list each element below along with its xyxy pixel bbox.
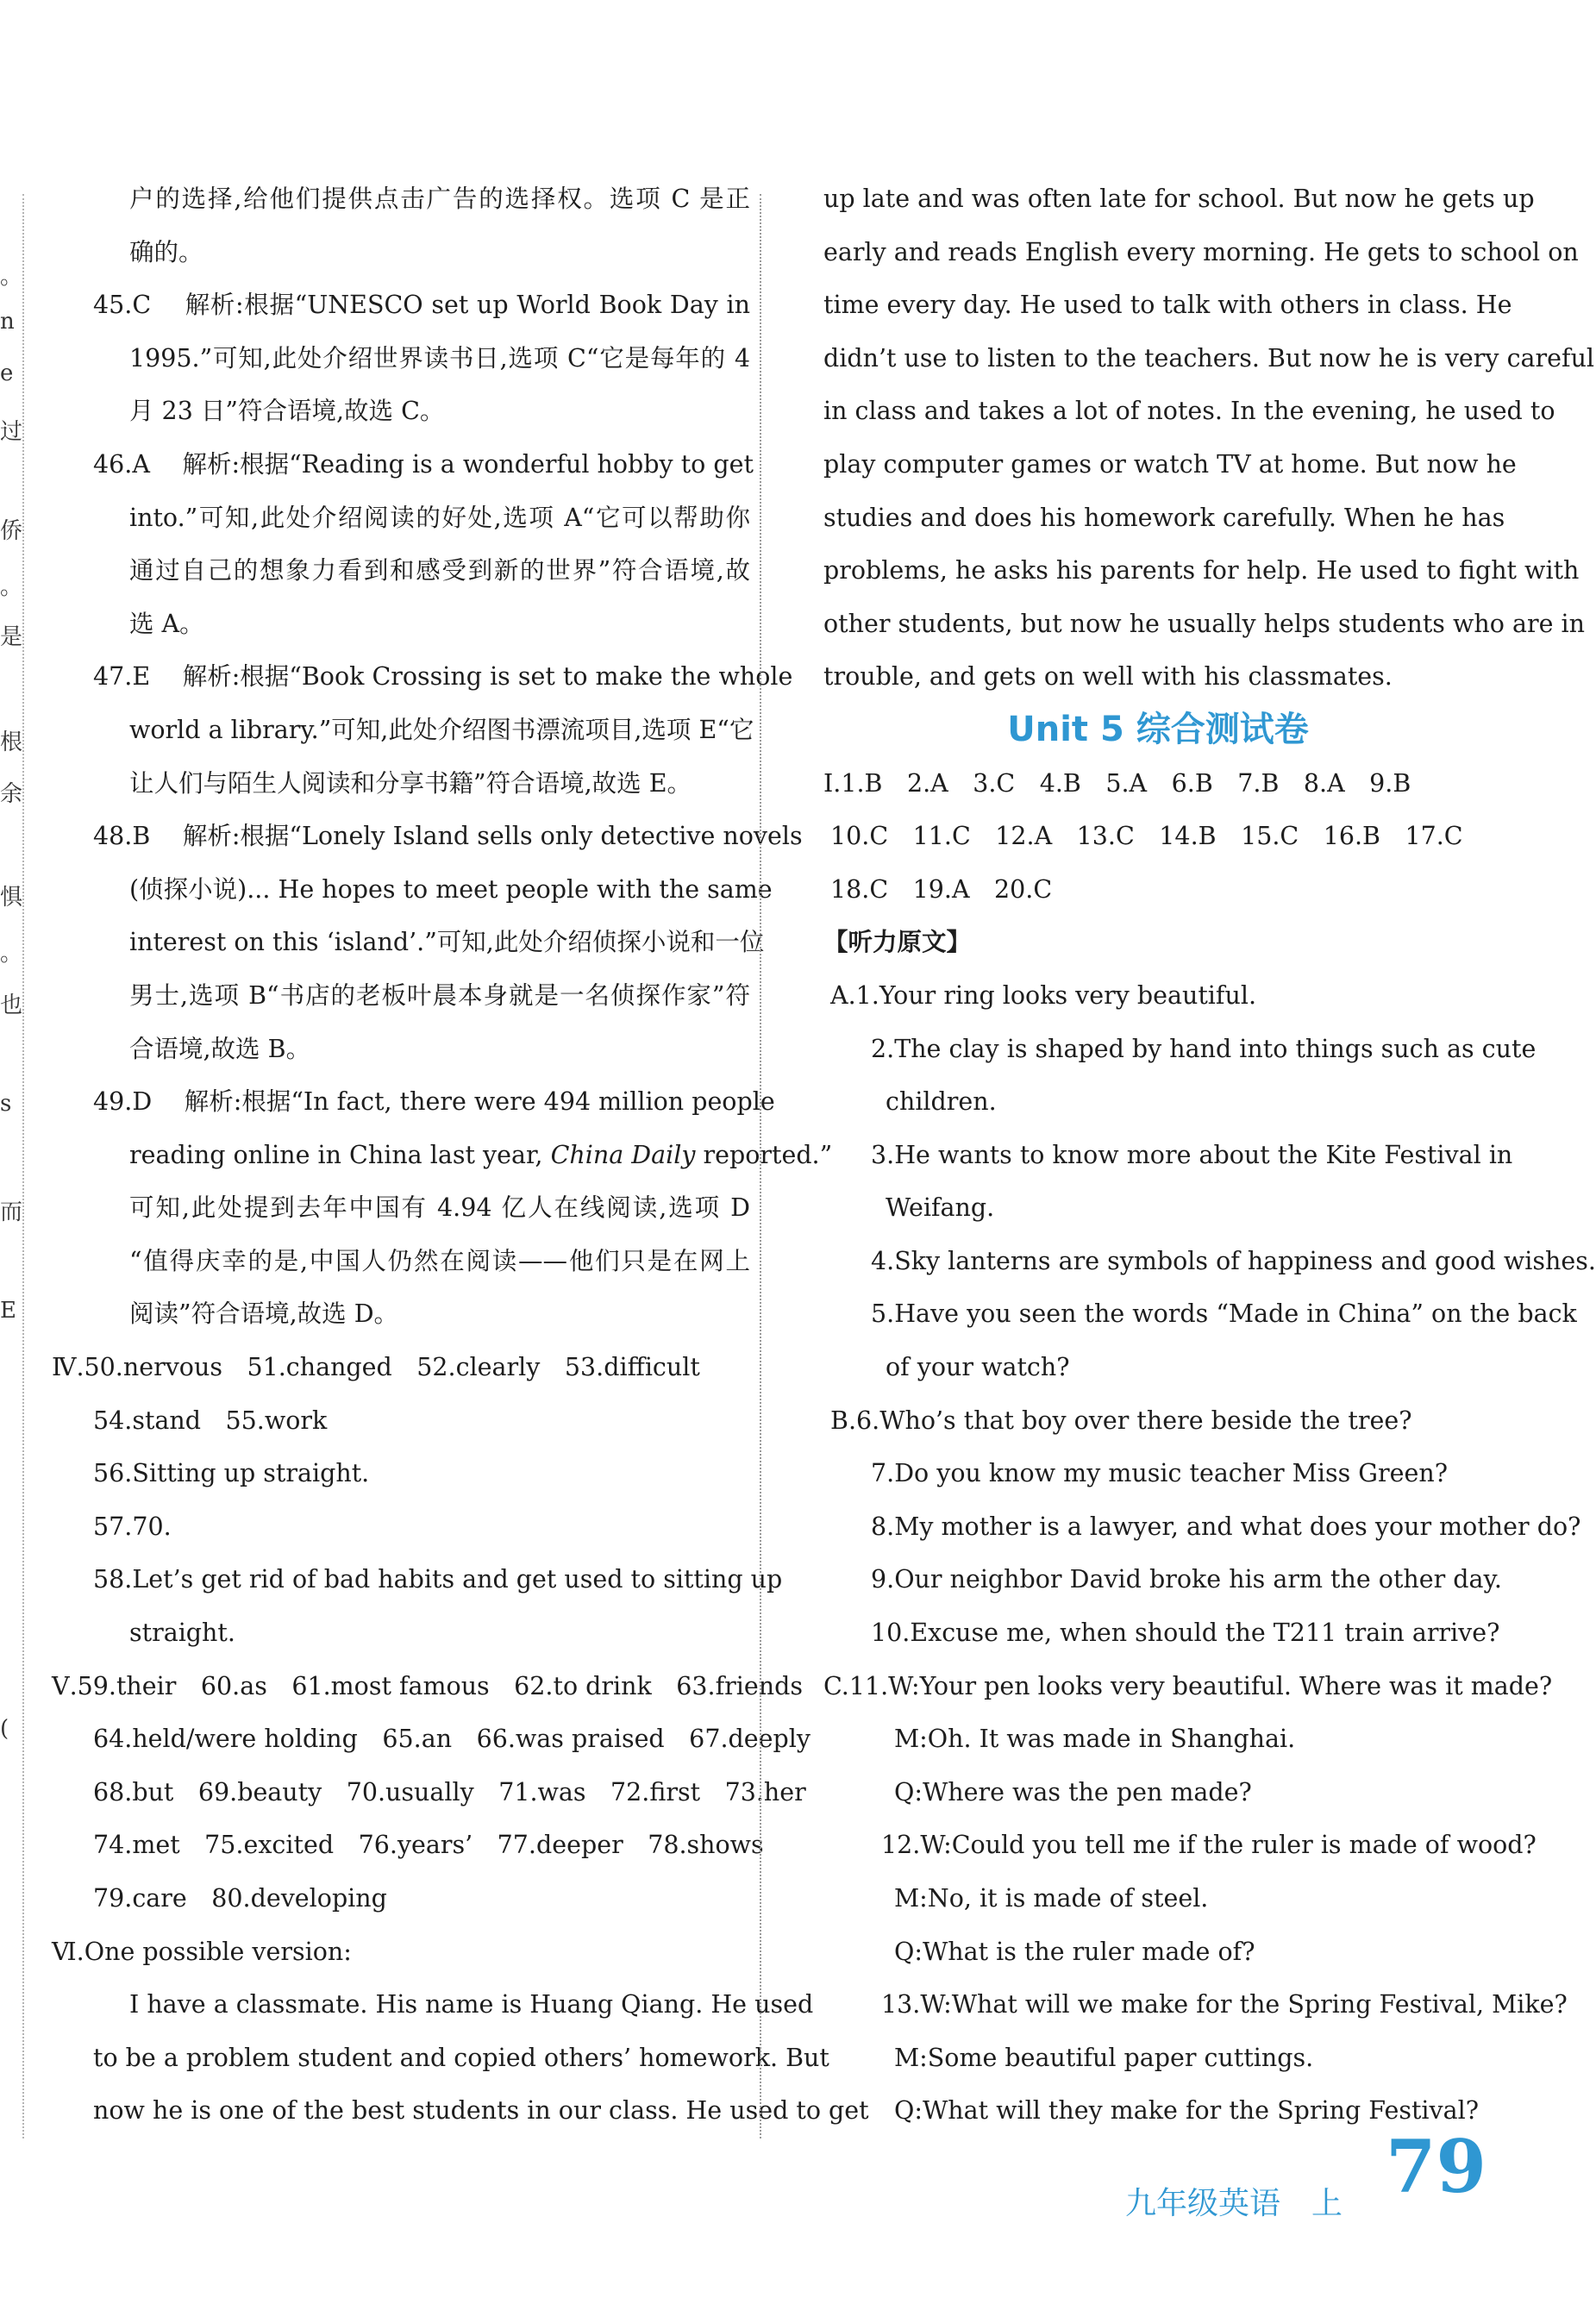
text-line: A.1.Your ring looks very beautiful.: [830, 980, 1257, 1010]
text-line: M:Some beautiful paper cuttings.: [894, 2043, 1314, 2072]
text-line: world a library.”可知,此处介绍图书漂流项目,选项 E“它: [129, 715, 754, 744]
text-line: 57.70.: [93, 1512, 172, 1541]
text-line: to be a problem student and copied others’ homework. But: [93, 2043, 829, 2072]
text-line: 49.D 解析:根据“In fact, there were 494 million people: [93, 1087, 775, 1117]
text-line: straight.: [129, 1619, 235, 1648]
text-line: 79.care 80.developing: [93, 1884, 387, 1913]
text-line: M:No, it is made of steel.: [894, 1884, 1209, 1913]
text-line: now he is one of the best students in our class. He used to get: [93, 2096, 869, 2126]
text-line: time every day. He used to talk with others in class. He: [823, 291, 1512, 320]
text-line: interest on this ‘island’.”可知,此处介绍侦探小说和一位: [129, 928, 765, 957]
text-line: 46.A 解析:根据“Reading is a wonderful hobby to get: [93, 449, 754, 479]
text-line: reading online in China last year, China Daily reported.”: [129, 1140, 833, 1169]
margin-fragment: 根: [0, 729, 23, 755]
margin-fragment: 惧: [0, 885, 23, 911]
text-line: 2.The clay is shaped by hand into things such as cute: [871, 1034, 1537, 1063]
text-line: 通过自己的想象力看到和感受到新的世界”符合语境,故: [129, 556, 750, 585]
left-column: [52, 172, 869, 2138]
text-line: 【听力原文】: [823, 927, 972, 957]
footer-book-label: 九年级英语 上: [1125, 2186, 1343, 2221]
text-line: 54.stand 55.work: [93, 1406, 328, 1435]
text-line: 合语境,故选 B。: [129, 1034, 311, 1063]
text-line: 56.Sitting up straight.: [93, 1459, 370, 1488]
margin-fragment: 也: [0, 992, 23, 1018]
text-line: “值得庆幸的是,中国人仍然在阅读——他们只是在网上: [129, 1246, 750, 1275]
text-line: 阅读”符合语境,故选 D。: [129, 1299, 399, 1329]
text-line: M:Oh. It was made in Shanghai.: [894, 1725, 1296, 1754]
text-line: 9.Our neighbor David broke his arm the other day.: [871, 1565, 1502, 1594]
margin-fragment: (: [0, 1716, 9, 1742]
text-line: 让人们与陌生人阅读和分享书籍”符合语境,故选 E。: [129, 768, 692, 798]
margin-fragment: n: [0, 309, 15, 335]
text-line: problems, he asks his parents for help. He used to fight with: [823, 556, 1580, 585]
text-line: 月 23 日”符合语境,故选 C。: [129, 397, 445, 426]
text-line: B.6.Who’s that boy over there beside the tree?: [830, 1406, 1412, 1435]
text-line: 13.W:What will we make for the Spring Festival, Mike?: [881, 1990, 1568, 2019]
text-line: trouble, and gets on well with his classmates.: [823, 662, 1393, 692]
text-line: didn’t use to listen to the teachers. But now he is very careful: [823, 343, 1595, 373]
text-line: 58.Let’s get rid of bad habits and get used to sitting up: [93, 1565, 783, 1594]
text-line: 48.B 解析:根据“Lonely Island sells only detective novels: [93, 822, 803, 851]
text-line: 3.He wants to know more about the Kite Festival in: [871, 1140, 1513, 1169]
text-line: up late and was often late for school. But now he gets up: [823, 185, 1535, 213]
margin-fragment: 而: [0, 1199, 23, 1225]
text-line: Ⅵ.One possible version:: [52, 1937, 352, 1966]
text-line: Q:What will they make for the Spring Festival?: [894, 2096, 1480, 2126]
right-column: [823, 172, 1596, 2138]
page-number: 79: [1386, 2124, 1486, 2209]
margin-fragment: 余: [0, 781, 23, 807]
text-line: 4.Sky lanterns are symbols of happiness and good wishes.: [871, 1246, 1596, 1275]
margin-fragment: s: [0, 1091, 12, 1117]
margin-fragment: 。: [0, 264, 23, 290]
text-line: 确的。: [129, 237, 203, 266]
text-line: 47.E 解析:根据“Book Crossing is set to make the whole: [93, 662, 793, 692]
text-line: Q:What is the ruler made of?: [894, 1937, 1255, 1966]
margin-fragment: e: [0, 360, 14, 386]
text-line: 5.Have you seen the words “Made in China” on the back: [871, 1299, 1577, 1329]
margin-fragment: 侨: [0, 518, 23, 544]
text-line: C.11.W:Your pen looks very beautiful. Where was it made?: [823, 1671, 1553, 1700]
text-line: 可知,此处提到去年中国有 4.94 亿人在线阅读,选项 D: [129, 1193, 750, 1223]
margin-fragment: 。: [0, 574, 23, 600]
text-line: Ⅰ.1.B 2.A 3.C 4.B 5.A 6.B 7.B 8.A 9.B: [823, 768, 1411, 798]
text-line: (侦探小说)... He hopes to meet people with the same: [129, 874, 773, 904]
left-margin-rule: [22, 194, 24, 2138]
text-line: 户的选择,给他们提供点击广告的选择权。选项 C 是正: [129, 185, 750, 213]
text-line: 10.C 11.C 12.A 13.C 14.B 15.C 16.B 17.C: [830, 822, 1463, 851]
text-line: play computer games or watch TV at home. But now he: [823, 449, 1517, 479]
text-line: Ⅳ.50.nervous 51.changed 52.clearly 53.difficult: [52, 1353, 700, 1382]
margin-fragment: 是: [0, 624, 23, 650]
text-line: studies and does his homework carefully. When he has: [823, 503, 1505, 532]
margin-fragment: 。: [0, 941, 23, 967]
text-line: 74.met 75.excited 76.years’ 77.deeper 78.shows: [93, 1831, 764, 1860]
text-line: of your watch?: [886, 1353, 1070, 1382]
text-line: children.: [886, 1087, 997, 1117]
margin-fragment: E: [0, 1298, 16, 1324]
margin-fragment: 过: [0, 419, 23, 445]
text-line: 45.C 解析:根据“UNESCO set up World Book Day in: [93, 291, 750, 320]
text-line: 64.held/were holding 65.an 66.was praised 67.deeply: [93, 1725, 811, 1754]
text-line: 12.W:Could you tell me if the ruler is made of wood?: [881, 1831, 1537, 1860]
text-line: I have a classmate. His name is Huang Qiang. He used: [129, 1990, 814, 2019]
text-line: 选 A。: [129, 609, 204, 638]
text-line: 1995.”可知,此处介绍世界读书日,选项 C“它是每年的 4: [129, 343, 750, 373]
column-divider: [760, 194, 761, 2138]
text-line: early and reads English every morning. He gets to school on: [823, 237, 1579, 266]
text-line: Weifang.: [886, 1193, 995, 1223]
text-line: 8.My mother is a lawyer, and what does your mother do?: [871, 1512, 1581, 1541]
text-line: Q:Where was the pen made?: [894, 1777, 1252, 1806]
text-line: 68.but 69.beauty 70.usually 71.was 72.first 73.her: [93, 1777, 806, 1806]
section-title: Unit 5 综合测试卷: [1007, 709, 1309, 749]
text-line: in class and takes a lot of notes. In the evening, he used to: [823, 397, 1555, 426]
text-line: Ⅴ.59.their 60.as 61.most famous 62.to drink 63.friends: [52, 1671, 803, 1700]
text-line: other students, but now he usually helps students who are in: [823, 609, 1585, 638]
text-line: into.”可知,此处介绍阅读的好处,选项 A“它可以帮助你: [129, 503, 750, 532]
text-line: 男士,选项 B“书店的老板叶晨本身就是一名侦探作家”符: [129, 980, 750, 1010]
text-line: 18.C 19.A 20.C: [830, 874, 1053, 904]
text-line: 7.Do you know my music teacher Miss Green?: [871, 1459, 1449, 1488]
italic-title: China Daily: [550, 1140, 696, 1169]
text-line: 10.Excuse me, when should the T211 train arrive?: [871, 1619, 1500, 1648]
